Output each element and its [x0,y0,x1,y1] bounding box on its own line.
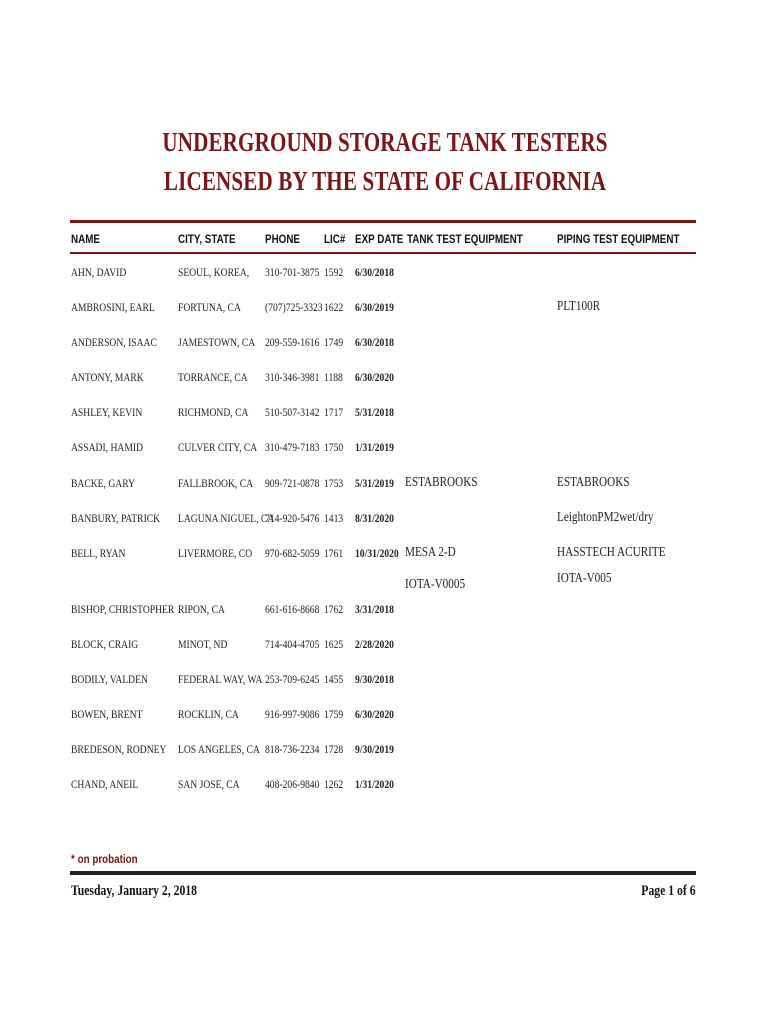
tester-phone: 310-479-7183 [265,440,320,454]
tester-name: ASSADI, HAMID [71,440,144,454]
tester-city-state: CULVER CITY, CA [178,440,258,454]
tester-exp-date: 8/31/2020 [355,511,394,525]
tester-license-number: 1728 [324,742,344,756]
tester-city-state: LOS ANGELES, CA [178,742,260,756]
tester-license-number: 1592 [324,265,344,279]
tester-city-state: RIPON, CA [178,602,225,616]
tester-phone: 408-206-9840 [265,777,320,791]
tester-name: CHAND, ANEIL [71,777,139,791]
footer-rule [70,871,696,875]
tester-exp-date: 6/30/2020 [355,370,394,384]
tester-city-state: LAGUNA NIGUEL, CA [178,511,275,525]
tester-name: BODILY, VALDEN [71,672,148,686]
tester-phone: 970-682-5059 [265,546,320,560]
probation-footnote: * on probation [71,852,138,866]
header-top-rule [70,220,696,223]
tester-name: BANBURY, PATRICK [71,511,161,525]
tester-license-number: 1455 [324,672,344,686]
tester-piping-equipment: ESTABROOKS [557,475,630,490]
tester-name: BLOCK, CRAIG [71,637,139,651]
table-row [0,335,770,365]
tester-name: AMBROSINI, EARL [71,300,155,314]
tester-city-state: JAMESTOWN, CA [178,335,256,349]
tester-phone: 909-721-0878 [265,476,320,490]
tester-exp-date: 6/30/2019 [355,300,394,314]
tester-name: BISHOP, CHRISTOPHER [71,602,175,616]
tester-phone: 209-559-1616 [265,335,320,349]
tester-phone: 916-997-9086 [265,707,320,721]
tester-exp-date: 6/30/2018 [355,335,394,349]
tester-license-number: 1753 [324,476,344,490]
title-line-2: LICENSED BY THE STATE OF CALIFORNIA [163,166,607,196]
table-row [0,476,770,506]
header-bottom-rule [70,252,696,254]
tester-tank-equipment: ESTABROOKS [405,475,478,490]
tester-name: ASHLEY, KEVIN [71,405,143,419]
tester-piping-equipment: LeightonPM2wet/dry [557,510,654,525]
tester-exp-date: 6/30/2018 [355,265,394,279]
tester-exp-date: 5/31/2019 [355,476,394,490]
col-header-phone: PHONE [265,232,301,246]
tester-phone: 310-701-3875 [265,265,320,279]
tester-exp-date: 5/31/2018 [355,405,394,419]
tester-phone: 253-709-6245 [265,672,320,686]
tester-license-number: 1750 [324,440,344,454]
report-date: Tuesday, January 2, 2018 [71,883,198,899]
tester-name: BREDESON, RODNEY [71,742,167,756]
tester-phone: 714-404-4705 [265,637,320,651]
tester-license-number: 1625 [324,637,344,651]
table-row [0,265,770,295]
col-header-tank-equipment: TANK TEST EQUIPMENT [407,232,523,246]
col-header-name: NAME [71,232,100,246]
table-row [0,742,770,772]
tester-phone: 310-346-3981 [265,370,320,384]
page-number: Page 1 of 6 [641,883,696,899]
tester-name: BOWEN, BRENT [71,707,143,721]
table-row [0,405,770,435]
table-row [0,707,770,737]
tester-phone: (707)725-3323 [265,300,323,314]
tester-city-state: TORRANCE, CA [178,370,248,384]
title-line-1: UNDERGROUND STORAGE TANK TESTERS [162,127,608,157]
tester-license-number: 1762 [324,602,344,616]
table-row [0,511,770,541]
tester-name: AHN, DAVID [71,265,127,279]
tester-city-state: FORTUNA, CA [178,300,241,314]
tester-piping-equipment: PLT100R [557,299,601,314]
table-row [0,637,770,667]
col-header-piping-equipment: PIPING TEST EQUIPMENT [557,232,680,246]
tester-exp-date: 9/30/2019 [355,742,394,756]
tester-exp-date: 10/31/2020 [355,546,399,560]
table-row [0,672,770,702]
tester-license-number: 1262 [324,777,344,791]
col-header-city-state: CITY, STATE [178,232,236,246]
tester-piping-equipment: HASSTECH ACURITE [557,545,666,560]
tester-city-state: LIVERMORE, CO [178,546,253,560]
tester-license-number: 1188 [324,370,343,384]
table-row [0,300,770,330]
tester-phone: 818-736-2234 [265,742,320,756]
tester-city-state: ROCKLIN, CA [178,707,239,721]
tester-license-number: 1749 [324,335,344,349]
tester-tank-equipment-extra: IOTA-V0005 [405,577,466,592]
tester-license-number: 1413 [324,511,344,525]
tester-exp-date: 1/31/2019 [355,440,394,454]
tester-city-state: FALLBROOK, CA [178,476,254,490]
tester-phone: 714-920-5476 [265,511,320,525]
col-header-exp-date: EXP DATE [355,232,404,246]
table-row [0,370,770,400]
tester-city-state: RICHMOND, CA [178,405,249,419]
tester-name: BELL, RYAN [71,546,126,560]
tester-exp-date: 9/30/2018 [355,672,394,686]
tester-license-number: 1759 [324,707,344,721]
table-row [0,440,770,470]
tester-city-state: SAN JOSE, CA [178,777,240,791]
tester-license-number: 1622 [324,300,344,314]
tester-exp-date: 1/31/2020 [355,777,394,791]
tester-exp-date: 2/28/2020 [355,637,394,651]
tester-piping-equipment-extra: IOTA-V005 [557,571,612,586]
tester-city-state: MINOT, ND [178,637,228,651]
table-row [0,777,770,807]
table-row [0,602,770,632]
tester-license-number: 1761 [324,546,344,560]
table-row [0,546,770,576]
tester-city-state: SEOUL, KOREA, [178,265,250,279]
tester-city-state: FEDERAL WAY, WA [178,672,263,686]
tester-name: BACKE, GARY [71,476,136,490]
tester-name: ANTONY, MARK [71,370,144,384]
tester-license-number: 1717 [324,405,344,419]
tester-phone: 510-507-3142 [265,405,320,419]
col-header-lic: LIC# [324,232,346,246]
tester-tank-equipment: MESA 2-D [405,545,456,560]
tester-name: ANDERSON, ISAAC [71,335,157,349]
tester-phone: 661-616-8668 [265,602,320,616]
tester-exp-date: 6/30/2020 [355,707,394,721]
tester-exp-date: 3/31/2018 [355,602,394,616]
